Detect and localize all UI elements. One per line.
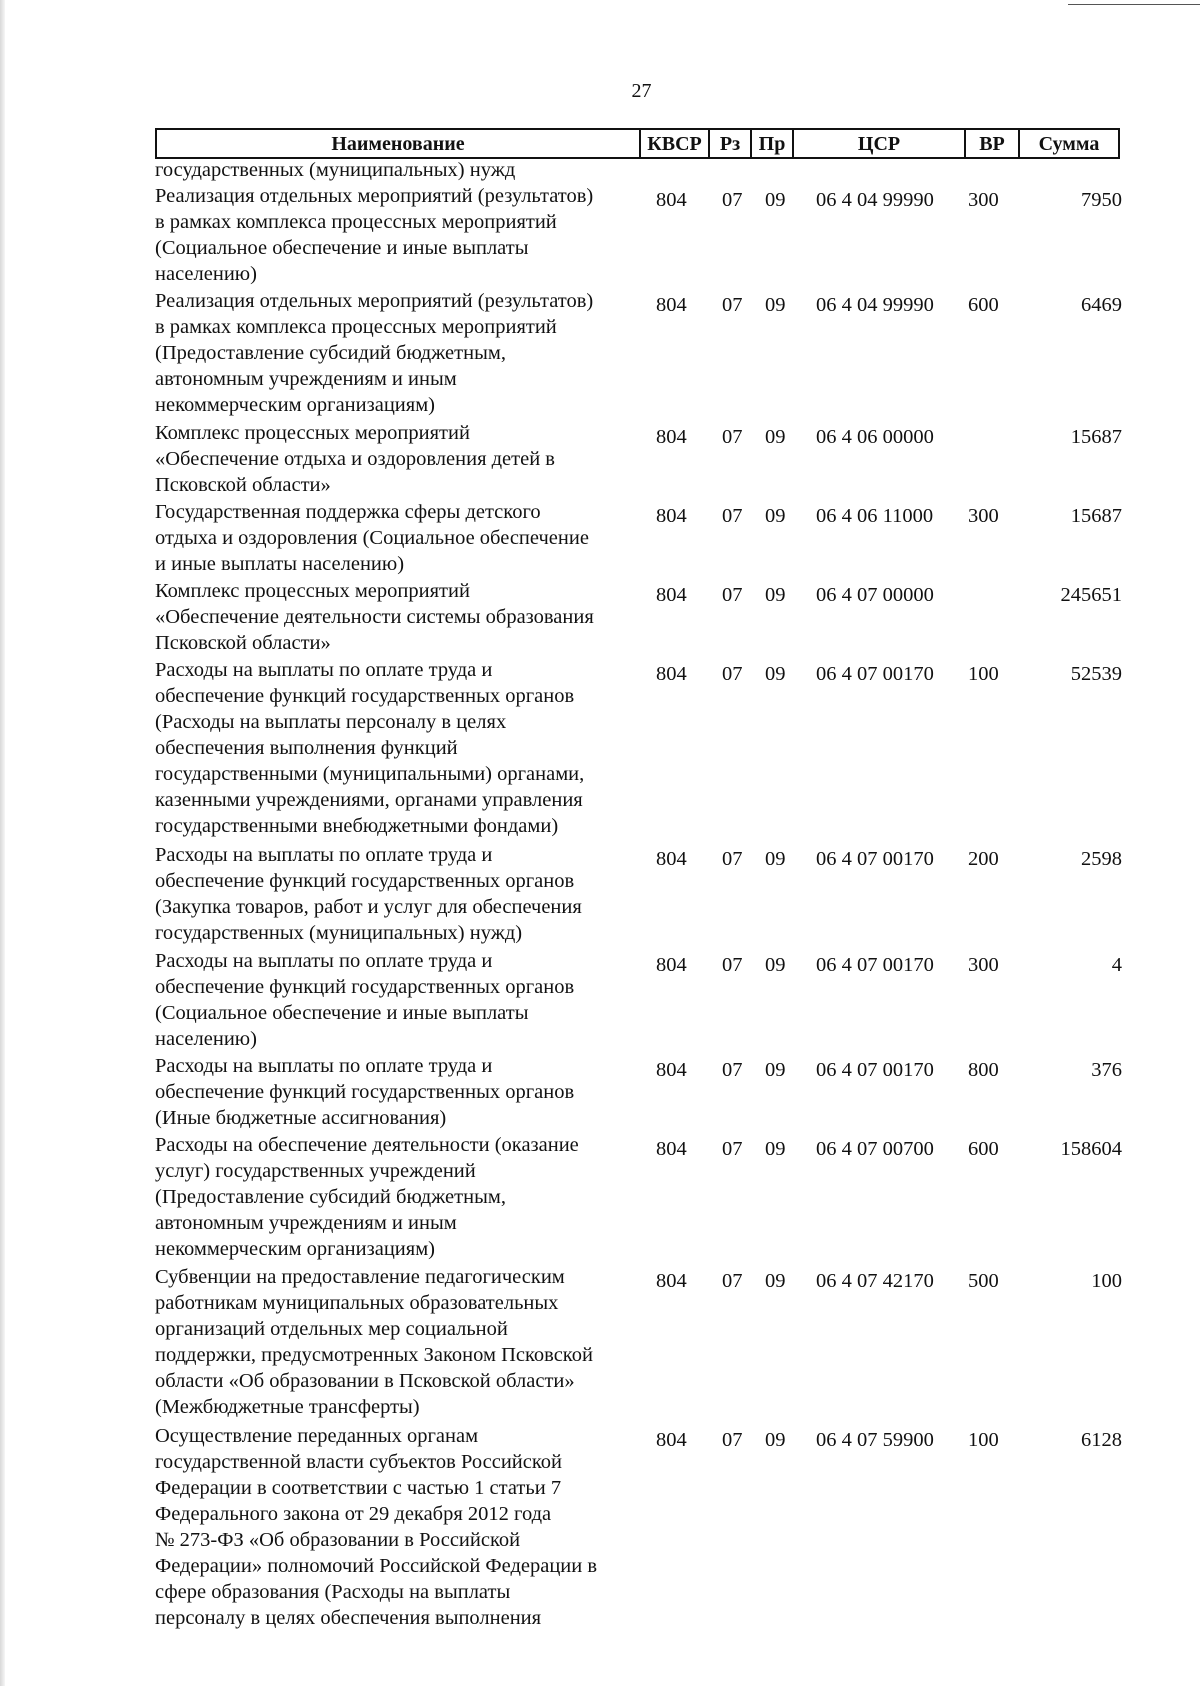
row-sum: 6128 (1081, 1429, 1122, 1451)
row-sum: 158604 (1060, 1138, 1122, 1160)
row-name: Государственная поддержка сферы детского отдыха и оздоровления (Социальное обеспечение и иные выплаты населению) (155, 501, 589, 575)
row-vr: 600 (968, 294, 999, 316)
row-csr: 06 4 07 42170 (816, 1270, 934, 1292)
row-name: Осуществление переданных органам государственной власти субъектов Российской Федерации в соответствии с частью 1 статьи 7 Федерального закона от 29 декабря 2012 года № 273-ФЗ «Об образовании в Российской Федерации» полномочий Российской Федерации в сфере образования (Расходы на выплаты персоналу в целях обеспечения выполнения (155, 1425, 598, 1629)
row-sum: 15687 (1070, 426, 1122, 448)
row-rz: 07 (722, 189, 743, 211)
row-vr: 600 (968, 1138, 999, 1160)
row-kvsr: 804 (656, 663, 687, 685)
row-kvsr: 804 (656, 294, 687, 316)
row-vr: 300 (968, 954, 999, 976)
row-rz: 07 (722, 584, 743, 606)
row-pr: 09 (765, 426, 786, 448)
row-sum: 15687 (1070, 505, 1122, 527)
row-csr: 06 4 07 00700 (816, 1138, 934, 1160)
row-vr: 100 (968, 1429, 999, 1451)
row-vr: 800 (968, 1059, 999, 1081)
row-rz: 07 (722, 848, 743, 870)
row-name: Расходы на выплаты по оплате труда и обеспечение функций государственных органов (Социальное обеспечение и иные выплаты населению) (155, 950, 575, 1050)
row-rz: 07 (722, 505, 743, 527)
row-sum: 100 (1091, 1270, 1122, 1292)
row-kvsr: 804 (656, 1270, 687, 1292)
header-csr: ЦСР (792, 130, 964, 157)
table-header (155, 128, 1120, 159)
row-pr: 09 (765, 848, 786, 870)
row-pr: 09 (765, 1059, 786, 1081)
row-name: Реализация отдельных мероприятий (результатов) в рамках комплекса процессных мероприятий (Социальное обеспечение и иные выплаты населению) (155, 185, 594, 285)
row-kvsr: 804 (656, 954, 687, 976)
row-csr: 06 4 07 00170 (816, 1059, 934, 1081)
row-rz: 07 (722, 294, 743, 316)
row-vr: 500 (968, 1270, 999, 1292)
row-csr: 06 4 06 00000 (816, 426, 934, 448)
header-name: Наименование (331, 133, 465, 155)
row-vr: 300 (968, 189, 999, 211)
row-pr: 09 (765, 294, 786, 316)
row-kvsr: 804 (656, 505, 687, 527)
row-csr: 06 4 04 99990 (816, 189, 934, 211)
row-vr: 100 (968, 663, 999, 685)
row-kvsr: 804 (656, 1429, 687, 1451)
row-rz: 07 (722, 426, 743, 448)
row-csr: 06 4 07 00000 (816, 584, 934, 606)
row-name: Реализация отдельных мероприятий (результатов) в рамках комплекса процессных мероприятий (Предоставление субсидий бюджетным, автономным учреждениям и иным некоммерческим организациям) (155, 290, 594, 416)
row-kvsr: 804 (656, 584, 687, 606)
row-kvsr: 804 (656, 189, 687, 211)
row-csr: 06 4 04 99990 (816, 294, 934, 316)
row-name: Комплекс процессных мероприятий «Обеспечение отдыха и оздоровления детей в Псковской области» (155, 422, 555, 496)
row-pr: 09 (765, 505, 786, 527)
row-sum: 2598 (1081, 848, 1122, 870)
row-csr: 06 4 06 11000 (816, 505, 934, 527)
row-vr: 300 (968, 505, 999, 527)
row-name: Расходы на обеспечение деятельности (оказание услуг) государственных учреждений (Предоставление субсидий бюджетным, автономным учреждениям и иным некоммерческим организациям) (155, 1134, 579, 1260)
header-vr: ВР (964, 130, 1018, 157)
header-pr: Пр (750, 130, 792, 157)
row-csr: 06 4 07 59900 (816, 1429, 934, 1451)
scan-artifact-line (1068, 4, 1200, 5)
row-name: Субвенции на предоставление педагогическим работникам муниципальных образовательных организаций отдельных мер социальной поддержки, предусмотренных Законом Псковской области «Об образовании в Псковской области» (Межбюджетные трансферты) (155, 1266, 593, 1418)
row-sum: 376 (1091, 1059, 1122, 1081)
row-kvsr: 804 (656, 426, 687, 448)
row-kvsr: 804 (656, 1138, 687, 1160)
row-kvsr: 804 (656, 848, 687, 870)
row-rz: 07 (722, 1138, 743, 1160)
row-csr: 06 4 07 00170 (816, 954, 934, 976)
row-name: Расходы на выплаты по оплате труда и обеспечение функций государственных органов (Иные бюджетные ассигнования) (155, 1055, 575, 1129)
page-number: 27 (631, 80, 652, 102)
row-pr: 09 (765, 1270, 786, 1292)
row-vr: 200 (968, 848, 999, 870)
scan-edge (0, 0, 5, 1686)
row-rz: 07 (722, 663, 743, 685)
row-rz: 07 (722, 1429, 743, 1451)
row-pr: 09 (765, 189, 786, 211)
row-sum: 52539 (1070, 663, 1122, 685)
row-pr: 09 (765, 1429, 786, 1451)
header-kvsr: КВСР (639, 130, 708, 157)
row-kvsr: 804 (656, 1059, 687, 1081)
row-pr: 09 (765, 663, 786, 685)
row-csr: 06 4 07 00170 (816, 848, 934, 870)
row-sum: 6469 (1081, 294, 1122, 316)
row-sum: 4 (1111, 954, 1122, 976)
header-sum: Сумма (1018, 130, 1118, 157)
row-pr: 09 (765, 954, 786, 976)
row-pr: 09 (765, 1138, 786, 1160)
row-rz: 07 (722, 954, 743, 976)
row-name: Расходы на выплаты по оплате труда и обеспечение функций государственных органов (Расходы на выплаты персоналу в целях обеспечения выполнения функций государственными (муниципальными) органами, казенными учреждениями, органами управления государственными внебюджетными фондами) (155, 659, 585, 837)
row-name: Расходы на выплаты по оплате труда и обеспечение функций государственных органов (Закупка товаров, работ и услуг для обеспечения государственных (муниципальных) нужд) (155, 844, 582, 944)
row-name: государственных (муниципальных) нужд (155, 159, 516, 181)
row-pr: 09 (765, 584, 786, 606)
row-sum: 7950 (1081, 189, 1122, 211)
row-rz: 07 (722, 1270, 743, 1292)
row-csr: 06 4 07 00170 (816, 663, 934, 685)
header-rz: Рз (708, 130, 750, 157)
row-sum: 245651 (1060, 584, 1122, 606)
row-rz: 07 (722, 1059, 743, 1081)
row-name: Комплекс процессных мероприятий «Обеспечение деятельности системы образования Псковской области» (155, 580, 594, 654)
